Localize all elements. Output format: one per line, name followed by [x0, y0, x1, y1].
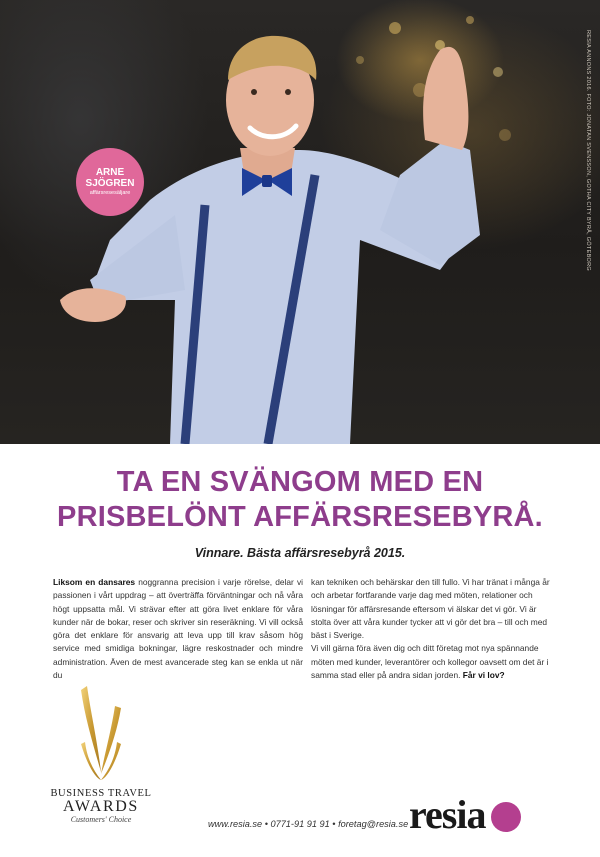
awards-logo — [38, 684, 164, 824]
awards-line-3: Customers' Choice — [70, 815, 132, 824]
awards-line-1: BUSINESS TRAVEL — [50, 788, 152, 799]
headline — [0, 465, 600, 535]
body-right-text-2 — [311, 642, 556, 682]
headline-line-1: TA EN SVÄNGOM MED EN — [116, 466, 484, 498]
body-right-paragraph: Vi vill gärna föra även dig och ditt företag mot nya spännande möten med kunder, leverantörer och kollegor oavsett om det är i samma stad eller på andra sidan jorden. — [311, 643, 549, 681]
headline-line-2: PRISBELÖNT AFFÄRSRESEBYRÅ. — [57, 501, 543, 533]
separator-dot: • — [332, 819, 336, 829]
email-link[interactable]: foretag@resia.se — [338, 819, 409, 829]
logo-wordmark: resia — [409, 791, 486, 837]
award-emblem-icon — [71, 684, 131, 786]
photo-credit — [582, 30, 592, 270]
badge-role: affärsresesäljare — [89, 190, 131, 196]
person-badge — [76, 148, 144, 216]
body-column-left — [53, 576, 303, 682]
body-closing: Får vi lov? — [462, 670, 505, 681]
body-column-right — [311, 576, 556, 682]
body-left-text: noggranna precision i varje rörelse, delar vi passionen i vårt uppdrag – att överträffa förväntningar och nå våra högt uppsatta mål. Vi strävar efter att göra livet enklare för våra kunder när de bokar, reser och skriver sin reseräkning. Vi vill också göra det enklare för ansvarig att leva upp till krav såsom hög service med smidiga bokningar, lägre reskostnader och mindre administration. Även de mest avancerade steg kan se enkla ut när du — [53, 577, 304, 681]
contact-line — [208, 819, 409, 829]
separator-dot: • — [264, 819, 268, 829]
body-lead: Liksom en dansares — [53, 577, 136, 587]
resia-logo — [409, 790, 521, 838]
photo-credit-text: RESIA ANNONS 2016. FOTO: JONATAN SVENSSON, GOTHA CITY BYRÅ, GÖTEBORG — [585, 30, 591, 271]
website-link[interactable]: www.resia.se — [208, 819, 263, 829]
badge-last-name: SJÖGREN — [85, 178, 135, 189]
subheadline: Vinnare. Bästa affärsresebyrå 2015. — [194, 546, 406, 560]
phone-number[interactable]: 0771-91 91 91 — [270, 819, 330, 829]
body-right-text: kan tekniken och behärskar den till fullo. Vi har tränat i många år och arbetar fortfarande varje dag med möten, relationer och lösningar för affärsresande eftersom vi älskar det vi gör. Vi är stolta över att våra kunder tycker att vi gör det bra – till och med bäst i Sverige. — [311, 577, 550, 641]
awards-line-2: AWARDS — [63, 798, 139, 815]
logo-dot-icon — [491, 802, 521, 832]
badge-first-name: ARNE — [95, 167, 125, 178]
